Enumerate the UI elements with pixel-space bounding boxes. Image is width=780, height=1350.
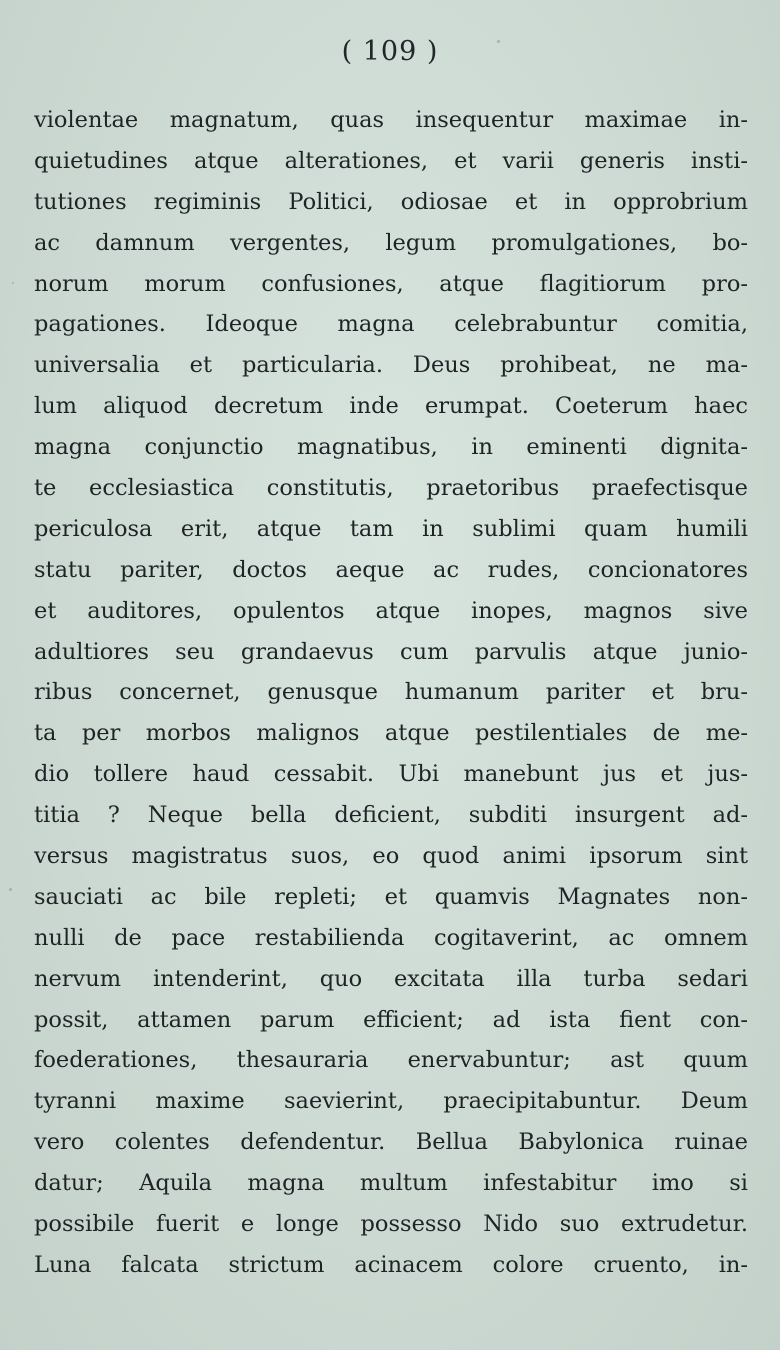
text-line: titia ? Neque bella deficient, subditi insurgent ad- xyxy=(34,802,748,829)
text-line: quietudines atque alterationes, et varii generis insti- xyxy=(34,147,748,174)
text-line: lum aliquod decretum inde erumpat. Coeterum haec xyxy=(34,393,748,420)
body-text xyxy=(34,100,748,1286)
text-line: adultiores seu grandaevus cum parvulis atque junio- xyxy=(34,638,748,665)
text-line: tutiones regiminis Politici, odiosae et in opprobrium xyxy=(34,188,748,215)
text-line: nulli de pace restabilienda cogitaverint, ac omnem xyxy=(34,924,748,951)
text-line: statu pariter, doctos aeque ac rudes, concionatores xyxy=(34,556,748,583)
text-line: datur; Aquila magna multum infestabitur imo si xyxy=(34,1170,748,1197)
text-line: magna conjunctio magnatibus, in eminenti dignita- xyxy=(34,434,748,461)
text-line: possit, attamen parum efficient; ad ista fient con- xyxy=(34,1006,748,1033)
text-line: foederationes, thesauraria enervabuntur; ast quum xyxy=(34,1047,748,1074)
page-number: ( 109 ) xyxy=(341,36,439,67)
paper-speck xyxy=(497,40,500,43)
text-line: periculosa erit, atque tam in sublimi quam humili xyxy=(34,515,748,542)
text-line: ac damnum vergentes, legum promulgationes, bo- xyxy=(34,229,748,256)
text-line: versus magistratus suos, eo quod animi ipsorum sint xyxy=(34,843,748,870)
text-line: nervum intenderint, quo excitata illa turba sedari xyxy=(34,965,748,992)
text-line: dio tollere haud cessabit. Ubi manebunt jus et jus- xyxy=(34,761,748,788)
text-line: universalia et particularia. Deus prohibeat, ne ma- xyxy=(34,352,748,379)
text-line: sauciati ac bile repleti; et quamvis Magnates non- xyxy=(34,883,748,910)
text-line: ribus concernet, genusque humanum pariter et bru- xyxy=(34,679,748,706)
text-line: Luna falcata strictum acinacem colore cruento, in- xyxy=(34,1251,748,1278)
text-line: vero colentes defendentur. Bellua Babylonica ruinae xyxy=(34,1129,748,1156)
paper-speck xyxy=(9,888,12,891)
paper-speck xyxy=(12,282,14,284)
text-line: norum morum confusiones, atque flagitiorum pro- xyxy=(34,270,748,297)
text-line: et auditores, opulentos atque inopes, magnos sive xyxy=(34,597,748,624)
text-line: pagationes. Ideoque magna celebrabuntur comitia, xyxy=(34,311,748,338)
text-line: violentae magnatum, quas insequentur maximae in- xyxy=(34,107,748,133)
text-line: tyranni maxime saevierint, praecipitabuntur. Deum xyxy=(34,1088,748,1115)
text-line: te ecclesiastica constitutis, praetoribus praefectisque xyxy=(34,475,748,502)
text-line: possibile fuerit e longe possesso Nido suo extrudetur. xyxy=(34,1211,748,1238)
text-line: ta per morbos malignos atque pestilentiales de me- xyxy=(34,720,748,747)
